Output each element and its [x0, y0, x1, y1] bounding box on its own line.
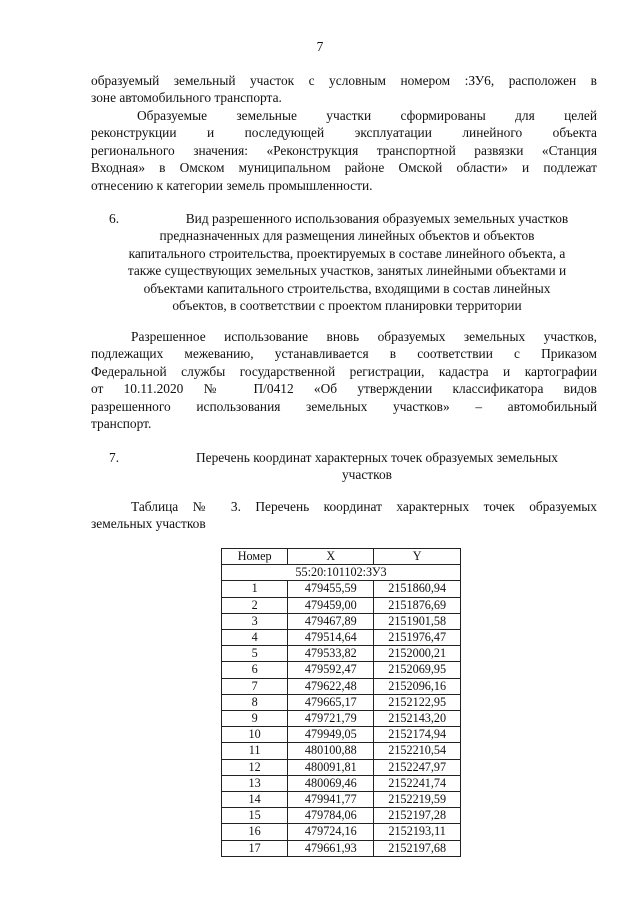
cell-number: 9	[222, 711, 288, 727]
table-row	[222, 727, 461, 743]
cell-x: 479459,00	[288, 597, 374, 613]
table-row	[222, 581, 461, 597]
cell-y: 2152197,68	[374, 840, 461, 856]
title-line: объектами капитального строительства, входящими в состав линейных	[143, 280, 551, 296]
cell-x: 479661,93	[288, 840, 374, 856]
cell-number: 7	[222, 678, 288, 694]
title-line: Вид разрешенного использования образуемых земельных участков	[185, 211, 569, 226]
cell-y: 2152143,20	[374, 711, 461, 727]
table-row	[222, 597, 461, 613]
text-line: Входная» в Омском муниципальном районе Омской области» и подлежат	[91, 160, 597, 176]
title-line: капитального строительства, проектируемых в составе линейного объекта, а	[128, 245, 566, 261]
cell-y: 2152000,21	[374, 646, 461, 662]
cell-y: 2151901,58	[374, 613, 461, 629]
cell-number: 12	[222, 759, 288, 775]
coordinates-table	[221, 548, 461, 857]
cell-x: 479455,59	[288, 581, 374, 597]
cell-y: 2152122,95	[374, 694, 461, 710]
cell-y: 2152096,16	[374, 678, 461, 694]
page-number: 7	[316, 39, 324, 54]
title-line: объектов, в соответствии с проектом планировки территории	[172, 298, 522, 314]
cell-number: 11	[222, 743, 288, 759]
section-title	[91, 449, 603, 484]
cell-number: 17	[222, 840, 288, 856]
cell-x: 479533,82	[288, 646, 374, 662]
cell-x: 479592,47	[288, 662, 374, 678]
cell-x: 479941,77	[288, 792, 374, 808]
table-row	[222, 808, 461, 824]
cell-number: 4	[222, 630, 288, 646]
header-x: X	[288, 549, 374, 565]
cell-number: 16	[222, 824, 288, 840]
cell-x: 479721,79	[288, 711, 374, 727]
table-row	[222, 759, 461, 775]
cell-number: 10	[222, 727, 288, 743]
group-label: 55:20:101102:ЗУ3	[222, 565, 461, 581]
table-group-row	[222, 565, 461, 581]
cell-number: 3	[222, 613, 288, 629]
table-row	[222, 775, 461, 791]
cell-x: 480069,46	[288, 775, 374, 791]
cell-y: 2152247,97	[374, 759, 461, 775]
text-line: разрешенного использования земельных участков» – автомобильный	[91, 398, 597, 414]
text-line: Разрешенное использование вновь образуемых земельных участков,	[131, 329, 597, 344]
cell-number: 15	[222, 808, 288, 824]
table-row	[222, 792, 461, 808]
cell-number: 6	[222, 662, 288, 678]
text-line: от 10.11.2020 № П/0412 «Об утверждении классификатора видов	[91, 381, 597, 397]
table-row	[222, 630, 461, 646]
cell-x: 480091,81	[288, 759, 374, 775]
text-line: земельных участков	[91, 516, 206, 532]
table-caption	[91, 498, 597, 533]
table-row	[222, 824, 461, 840]
cell-x: 480100,88	[288, 743, 374, 759]
table-row	[222, 646, 461, 662]
cell-y: 2152210,54	[374, 743, 461, 759]
table-row	[222, 840, 461, 856]
text-line: регионального значения: «Реконструкция транспортной развязки «Станция	[91, 142, 597, 158]
section-6-heading	[91, 210, 603, 314]
cell-number: 14	[222, 792, 288, 808]
cell-y: 2152241,74	[374, 775, 461, 791]
text-line: отнесению к категории земель промышленности.	[91, 177, 373, 193]
text-line: транспорт.	[91, 416, 152, 432]
paragraph-zone	[91, 72, 597, 107]
text-line: Образуемые земельные участки сформированы для целей	[137, 108, 597, 123]
cell-x: 479724,16	[288, 824, 374, 840]
section-number: 6.	[109, 211, 120, 226]
text-line: Федеральной службы государственной регистрации, кадастра и картографии	[91, 363, 597, 379]
cell-y: 2152174,94	[374, 727, 461, 743]
table-row	[222, 711, 461, 727]
cell-number: 13	[222, 775, 288, 791]
cell-x: 479514,64	[288, 630, 374, 646]
table-row	[222, 662, 461, 678]
text-line: подлежащих межеванию, устанавливается в соответствии с Приказом	[91, 346, 597, 362]
table-row	[222, 613, 461, 629]
cell-y: 2152219,59	[374, 792, 461, 808]
cell-number: 2	[222, 597, 288, 613]
header-number: Номер	[222, 549, 288, 565]
table-row	[222, 678, 461, 694]
text-line: зоне автомобильного транспорта.	[91, 90, 282, 106]
table-row	[222, 694, 461, 710]
cell-y: 2152197,28	[374, 808, 461, 824]
section-7-heading	[91, 449, 603, 484]
title-line: предназначенных для размещения линейных объектов и объектов	[159, 228, 535, 244]
cell-y: 2151976,47	[374, 630, 461, 646]
cell-number: 8	[222, 694, 288, 710]
cell-y: 2151876,69	[374, 597, 461, 613]
title-line: также существующих земельных участков, занятых линейными объектами и	[127, 263, 567, 279]
header-y: Y	[374, 549, 461, 565]
cell-number: 1	[222, 581, 288, 597]
text-line: Таблица № 3. Перечень координат характерных точек образуемых	[131, 499, 597, 514]
table-row	[222, 743, 461, 759]
cell-y: 2152193,11	[374, 824, 461, 840]
text-line: образуемый земельный участок с условным номером :ЗУ6, расположен в	[91, 73, 597, 88]
text-line: реконструкции и последующей эксплуатации линейного объекта	[91, 125, 597, 141]
paragraph-formation	[91, 107, 597, 194]
cell-y: 2152069,95	[374, 662, 461, 678]
paragraph-permitted-use	[91, 328, 597, 432]
section-title	[91, 210, 603, 314]
cell-number: 5	[222, 646, 288, 662]
cell-x: 479949,05	[288, 727, 374, 743]
title-line: Перечень координат характерных точек образуемых земельных	[195, 450, 558, 465]
cell-x: 479467,89	[288, 613, 374, 629]
cell-x: 479784,06	[288, 808, 374, 824]
cell-x: 479622,48	[288, 678, 374, 694]
cell-x: 479665,17	[288, 694, 374, 710]
title-line: участков	[341, 467, 392, 483]
section-number: 7.	[109, 450, 120, 465]
cell-y: 2151860,94	[374, 581, 461, 597]
table-header-row	[222, 549, 461, 565]
